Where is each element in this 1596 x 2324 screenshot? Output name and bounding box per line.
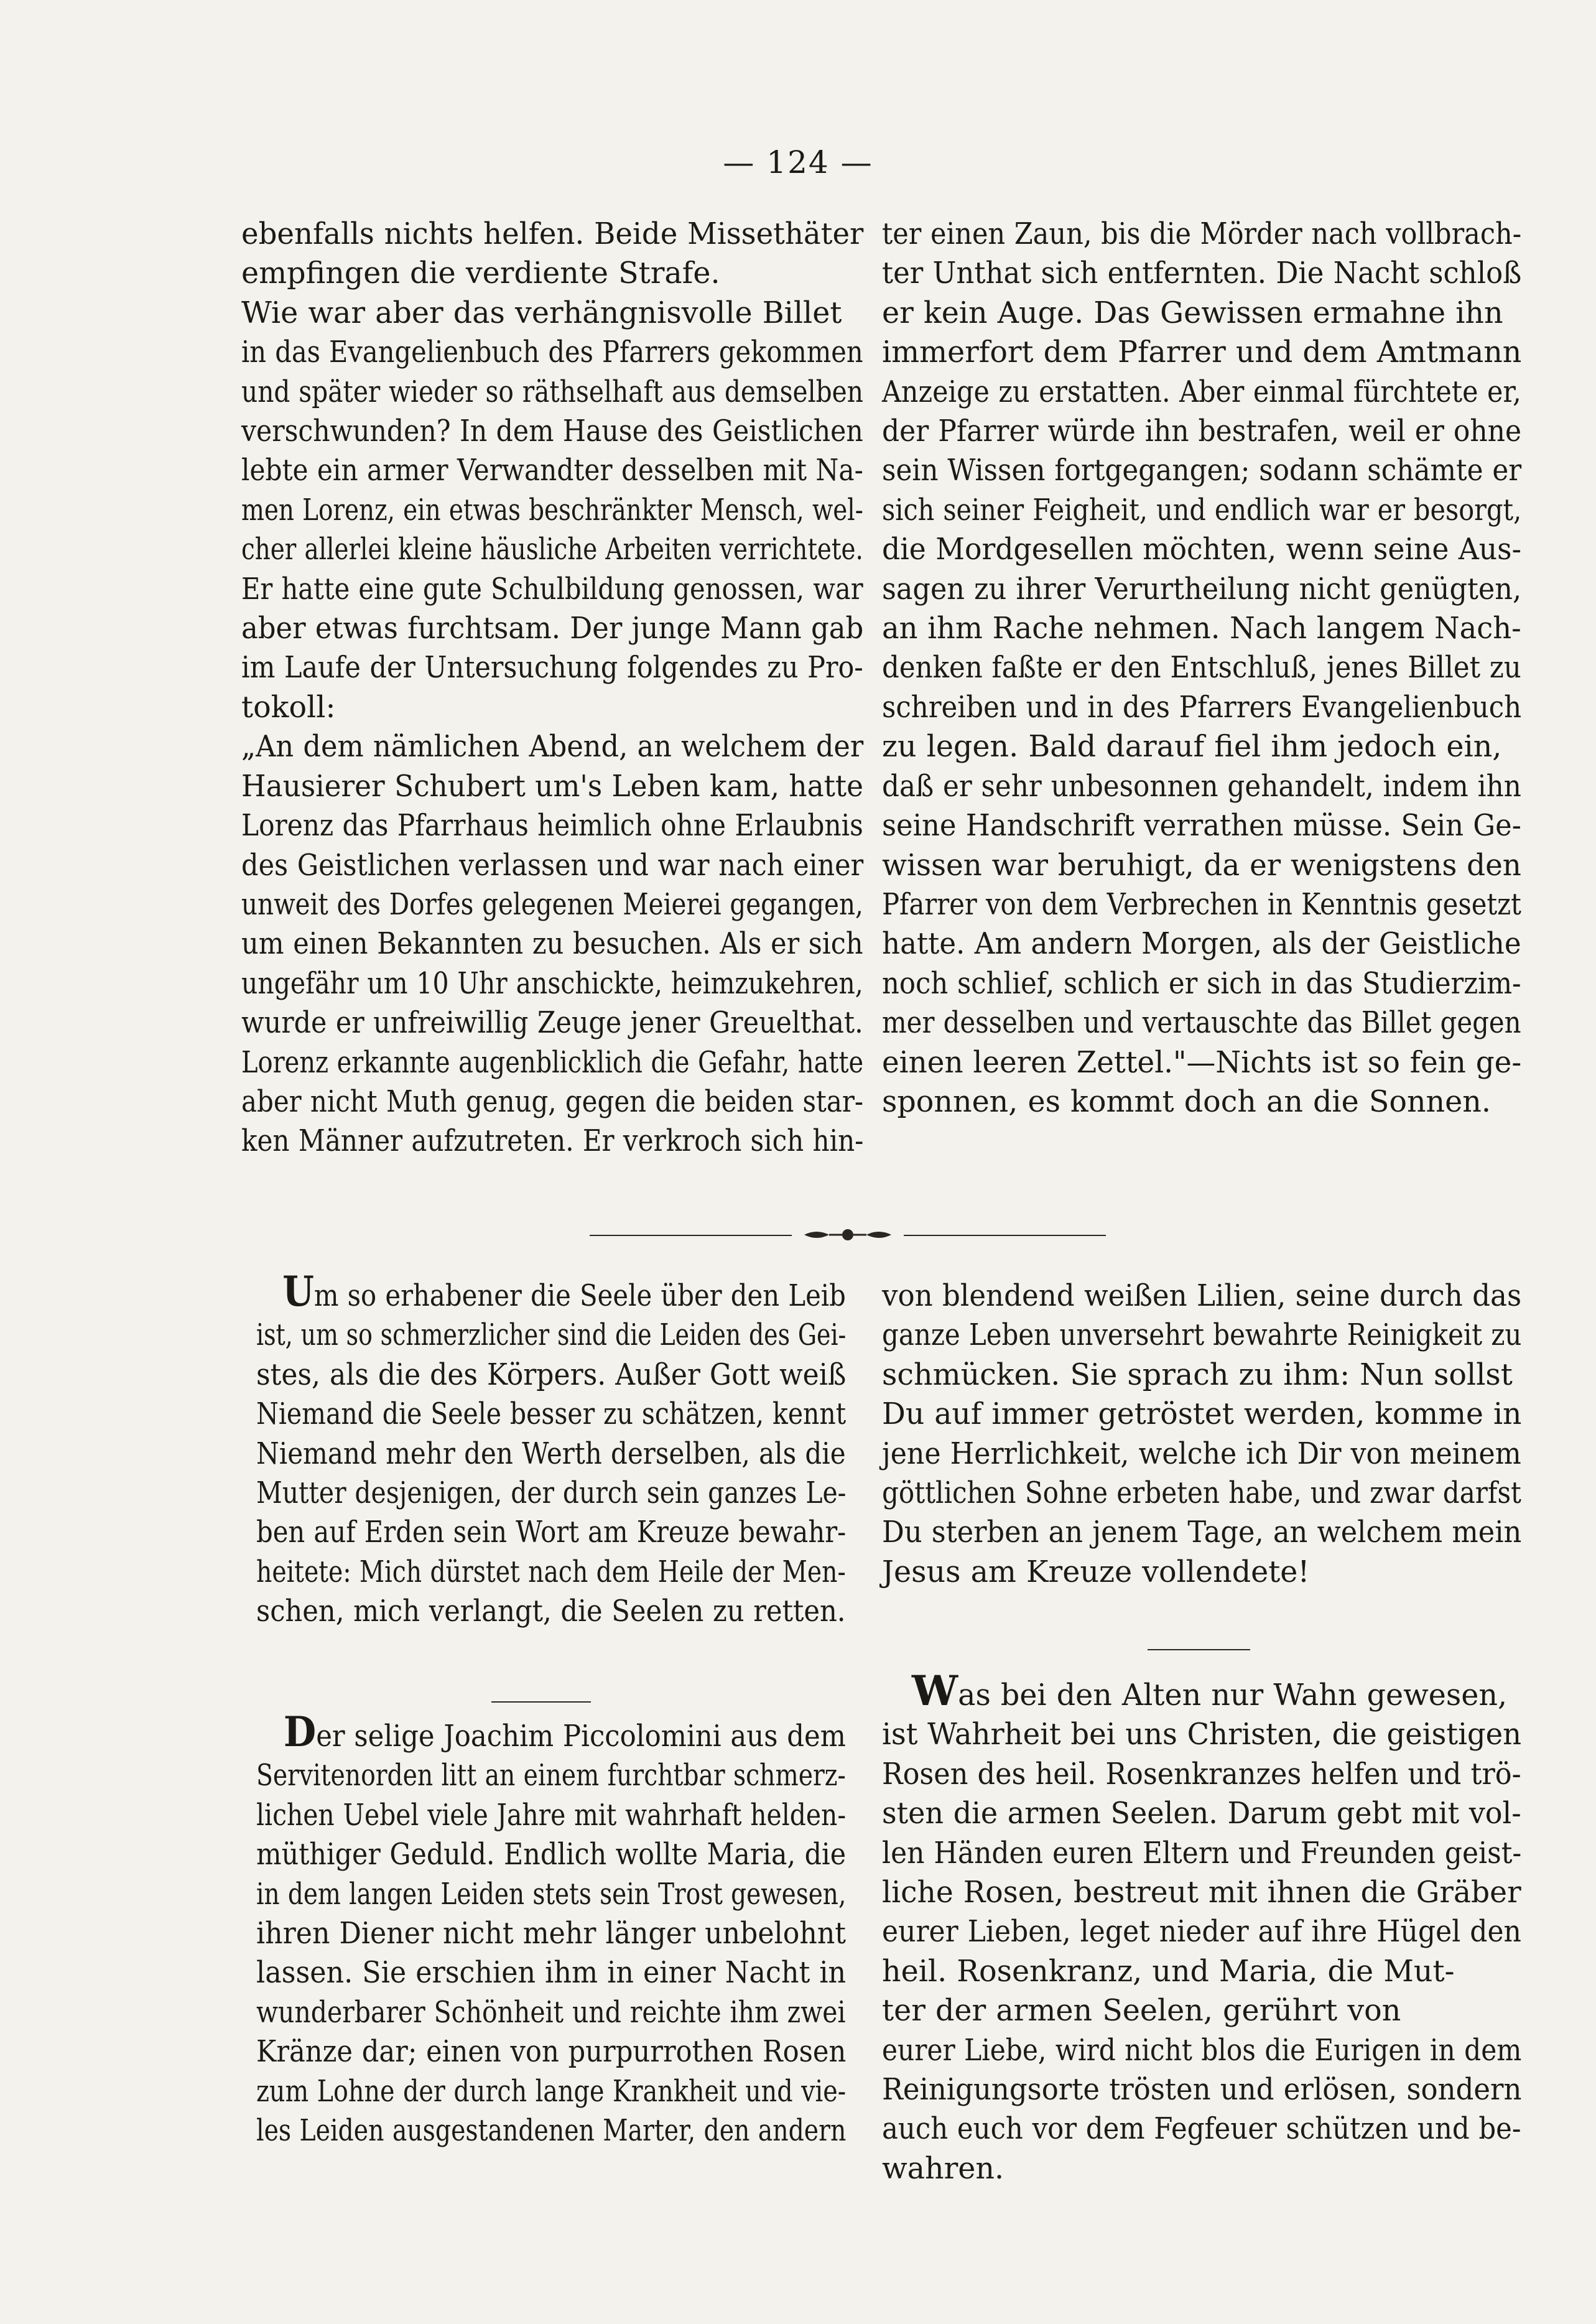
section-a-body xyxy=(256,1316,846,1631)
section-b-line-1: er selige Joachim Piccolomini aus dem xyxy=(316,1719,846,1754)
text-line: unweit des Dorfes gelegenen Meierei gegangen, xyxy=(241,887,863,922)
text-line: ungefähr um 10 Uhr anschickte, heimzukehren, xyxy=(241,966,863,1001)
text-line: eurer Liebe, wird nicht blos die Eurigen in dem xyxy=(882,2033,1522,2068)
text-line: ihren Diener nicht mehr länger unbelohnt xyxy=(256,1917,847,1951)
divider-rule-right xyxy=(904,1235,1106,1236)
text-line: stes, als die des Körpers. Außer Gott weiß xyxy=(256,1357,847,1392)
text-line: Wie war aber das verhängnisvolle Billet xyxy=(241,295,842,330)
text-line: an ihm Rache nehmen. Nach langem Nach- xyxy=(882,611,1521,646)
text-line: zum Lohne der durch lange Krankheit und vie- xyxy=(256,2074,847,2109)
divider-rule-left xyxy=(590,1235,792,1236)
text-line: sponnen, es kommt doch an die Sonnen. xyxy=(882,1084,1491,1119)
text-line: zu legen. Bald darauf fiel ihm jedoch ein, xyxy=(882,730,1502,765)
text-line: wurde er unfreiwillig Zeuge jener Greuelthat. xyxy=(241,1006,863,1041)
text-line: ebenfalls nichts helfen. Beide Missethäter xyxy=(241,217,864,251)
text-line: ter Unthat sich entfernten. Die Nacht schloß xyxy=(882,256,1522,291)
text-line: Lorenz erkannte augenblicklich die Gefahr, hatte xyxy=(241,1045,864,1080)
text-line: Anzeige zu erstatten. Aber einmal fürchtete er, xyxy=(882,374,1521,409)
section-c xyxy=(882,1276,1521,1592)
page-number: — 124 — xyxy=(723,144,873,180)
text-line: sein Wissen fortgegangen; sodann schämte er xyxy=(882,453,1522,488)
section-b-body xyxy=(256,1756,846,2150)
text-line: Servitenorden litt an einem furchtbar schmerz- xyxy=(256,1759,846,1793)
text-line: in dem langen Leiden stets sein Trost gewesen, xyxy=(256,1877,847,1912)
section-rule-right xyxy=(1148,1649,1250,1650)
text-line: schen, mich verlangt, die Seelen zu retten. xyxy=(256,1594,846,1629)
text-line: Mutter desjenigen, der durch sein ganzes Le- xyxy=(256,1476,847,1511)
text-line: in das Evangelienbuch des Pfarrers gekommen xyxy=(241,335,863,370)
text-line: ist, um so schmerzlicher sind die Leiden des Gei- xyxy=(256,1318,847,1353)
text-line: Lorenz das Pfarrhaus heimlich ohne Erlaubnis xyxy=(241,809,863,844)
text-line: müthiger Geduld. Endlich wollte Maria, die xyxy=(256,1838,847,1872)
top-left-column xyxy=(241,215,863,1161)
section-a-line-1: m so erhabener die Seele über den Leib xyxy=(313,1279,846,1313)
text-line: eurer Lieben, leget nieder auf ihre Hügel den xyxy=(882,1915,1521,1950)
text-line: Niemand mehr den Werth derselben, als die xyxy=(256,1436,846,1471)
text-line: ken Männer aufzutreten. Er verkroch sich hin- xyxy=(241,1124,864,1159)
text-line: cher allerlei kleine häusliche Arbeiten verrichtete. xyxy=(241,532,863,567)
text-line: jene Herrlichkeit, welche ich Dir von meinem xyxy=(882,1436,1521,1471)
text-line: aber nicht Muth genug, gegen die beiden star- xyxy=(241,1084,864,1119)
text-line: noch schlief, schlich er sich in das Studierzim- xyxy=(882,966,1521,1001)
section-d-first-line xyxy=(882,1666,1521,1715)
text-line: sten die armen Seelen. Darum gebt mit vol- xyxy=(882,1796,1521,1831)
text-line: Er hatte eine gute Schulbildung genossen, war xyxy=(241,572,863,607)
text-line: wissen war beruhigt, da er wenigstens den xyxy=(882,848,1521,883)
text-line: schreiben und in des Pfarrers Evangelienbuch xyxy=(882,690,1522,725)
text-line: ter der armen Seelen, gerührt von xyxy=(882,1994,1401,2029)
text-line: mer desselben und vertauschte das Billet gegen xyxy=(882,1006,1521,1041)
text-line: tokoll: xyxy=(241,690,336,725)
text-line: Rosen des heil. Rosenkranzes helfen und trö- xyxy=(882,1757,1521,1792)
text-line: auch euch vor dem Fegfeuer schützen und be- xyxy=(882,2112,1521,2147)
text-line: Reinigungsorte trösten und erlösen, sondern xyxy=(882,2073,1522,2108)
text-line: Kränze dar; einen von purpurrothen Rosen xyxy=(256,2035,847,2070)
section-a xyxy=(256,1267,847,1632)
section-d-dropcap: W xyxy=(912,1666,958,1715)
text-line: der Pfarrer würde ihn bestrafen, weil er ohne xyxy=(882,414,1522,449)
section-b-dropcap: D xyxy=(283,1708,317,1756)
section-d-body xyxy=(882,1715,1521,2188)
text-line: lichen Uebel viele Jahre mit wahrhaft helden- xyxy=(256,1798,847,1833)
section-a-first-line xyxy=(256,1267,846,1316)
text-line: Du sterben an jenem Tage, an welchem mein xyxy=(882,1515,1522,1550)
text-line: les Leiden ausgestandenen Marter, den andern xyxy=(256,2114,847,2149)
text-line: len Händen euren Eltern und Freunden geist- xyxy=(882,1836,1522,1871)
section-b xyxy=(256,1708,847,2150)
text-line: verschwunden? In dem Hause des Geistlichen xyxy=(241,414,863,449)
text-line: denken faßte er den Entschluß, jenes Billet zu xyxy=(882,651,1521,686)
text-line: ter einen Zaun, bis die Mörder nach vollbrach- xyxy=(882,217,1522,251)
text-line: immerfort dem Pfarrer und dem Amtmann xyxy=(882,335,1522,370)
section-d-line-1: as bei den Alten nur Wahn gewesen, xyxy=(958,1678,1508,1713)
text-line: um einen Bekannten zu besuchen. Als er sich xyxy=(241,927,863,962)
text-line: die Mordgesellen möchten, wenn seine Aus- xyxy=(882,532,1522,567)
text-line: „An dem nämlichen Abend, an welchem der xyxy=(241,730,864,765)
text-line: Jesus am Kreuze vollendete! xyxy=(882,1555,1310,1589)
text-line: wahren. xyxy=(882,2151,1004,2186)
text-line: men Lorenz, ein etwas beschränkter Mensch, wel- xyxy=(241,493,863,528)
text-line: lebte ein armer Verwandter desselben mit Na- xyxy=(241,453,863,488)
text-line: schmücken. Sie sprach zu ihm: Nun sollst xyxy=(882,1357,1513,1392)
text-line: seine Handschrift verrathen müsse. Sein Ge- xyxy=(882,809,1521,844)
text-line: und später wieder so räthselhaft aus demselben xyxy=(241,374,863,409)
text-line: sich seiner Feigheit, und endlich war er besorgt, xyxy=(882,493,1522,528)
text-line: des Geistlichen verlassen und war nach einer xyxy=(241,848,864,883)
text-line: er kein Auge. Das Gewissen ermahne ihn xyxy=(882,295,1503,330)
text-line: heitete: Mich dürstet nach dem Heile der Men- xyxy=(256,1555,846,1589)
top-right-column xyxy=(882,215,1521,1122)
text-line: empfingen die verdiente Strafe. xyxy=(241,256,720,291)
section-a-dropcap: U xyxy=(282,1267,314,1316)
text-line: Du auf immer getröstet werden, komme in xyxy=(882,1397,1522,1432)
text-line: wunderbarer Schönheit und reichte ihm zwei xyxy=(256,1995,846,2030)
text-line: Hausierer Schubert um's Leben kam, hatte xyxy=(241,769,863,804)
text-line: einen leeren Zettel."—Nichts ist so fein ge- xyxy=(882,1045,1522,1080)
text-line: heil. Rosenkranz, und Maria, die Mut- xyxy=(882,1954,1455,1989)
text-line: von blendend weißen Lilien, seine durch das xyxy=(882,1279,1522,1313)
text-line: daß er sehr unbesonnen gehandelt, indem ihn xyxy=(882,769,1521,804)
text-line: ganze Leben unversehrt bewahrte Reinigkeit zu xyxy=(882,1318,1522,1353)
text-line: ben auf Erden sein Wort am Kreuze bewahr- xyxy=(256,1515,847,1550)
section-d xyxy=(882,1666,1522,2188)
text-line: lassen. Sie erschien ihm in einer Nacht in xyxy=(256,1956,847,1991)
text-line: im Laufe der Untersuchung folgendes zu Pro- xyxy=(241,651,863,686)
text-line: göttlichen Sohne erbeten habe, und zwar darfst xyxy=(882,1476,1521,1511)
text-line: Pfarrer von dem Verbrechen in Kenntnis gesetzt xyxy=(882,887,1521,922)
section-rule-left xyxy=(491,1701,591,1703)
text-line: aber etwas furchtsam. Der junge Mann gab xyxy=(241,611,864,646)
ornament-icon xyxy=(801,1225,894,1244)
text-line: hatte. Am andern Morgen, als der Geistliche xyxy=(882,927,1521,962)
ornamental-divider xyxy=(590,1225,1106,1244)
text-line: Niemand die Seele besser zu schätzen, kennt xyxy=(256,1397,847,1432)
text-line: ist Wahrheit bei uns Christen, die geistigen xyxy=(882,1717,1522,1752)
text-line: liche Rosen, bestreut mit ihnen die Gräber xyxy=(882,1875,1521,1910)
text-line: sagen zu ihrer Verurtheilung nicht genügten, xyxy=(882,572,1522,607)
section-b-first-line xyxy=(256,1708,846,1756)
